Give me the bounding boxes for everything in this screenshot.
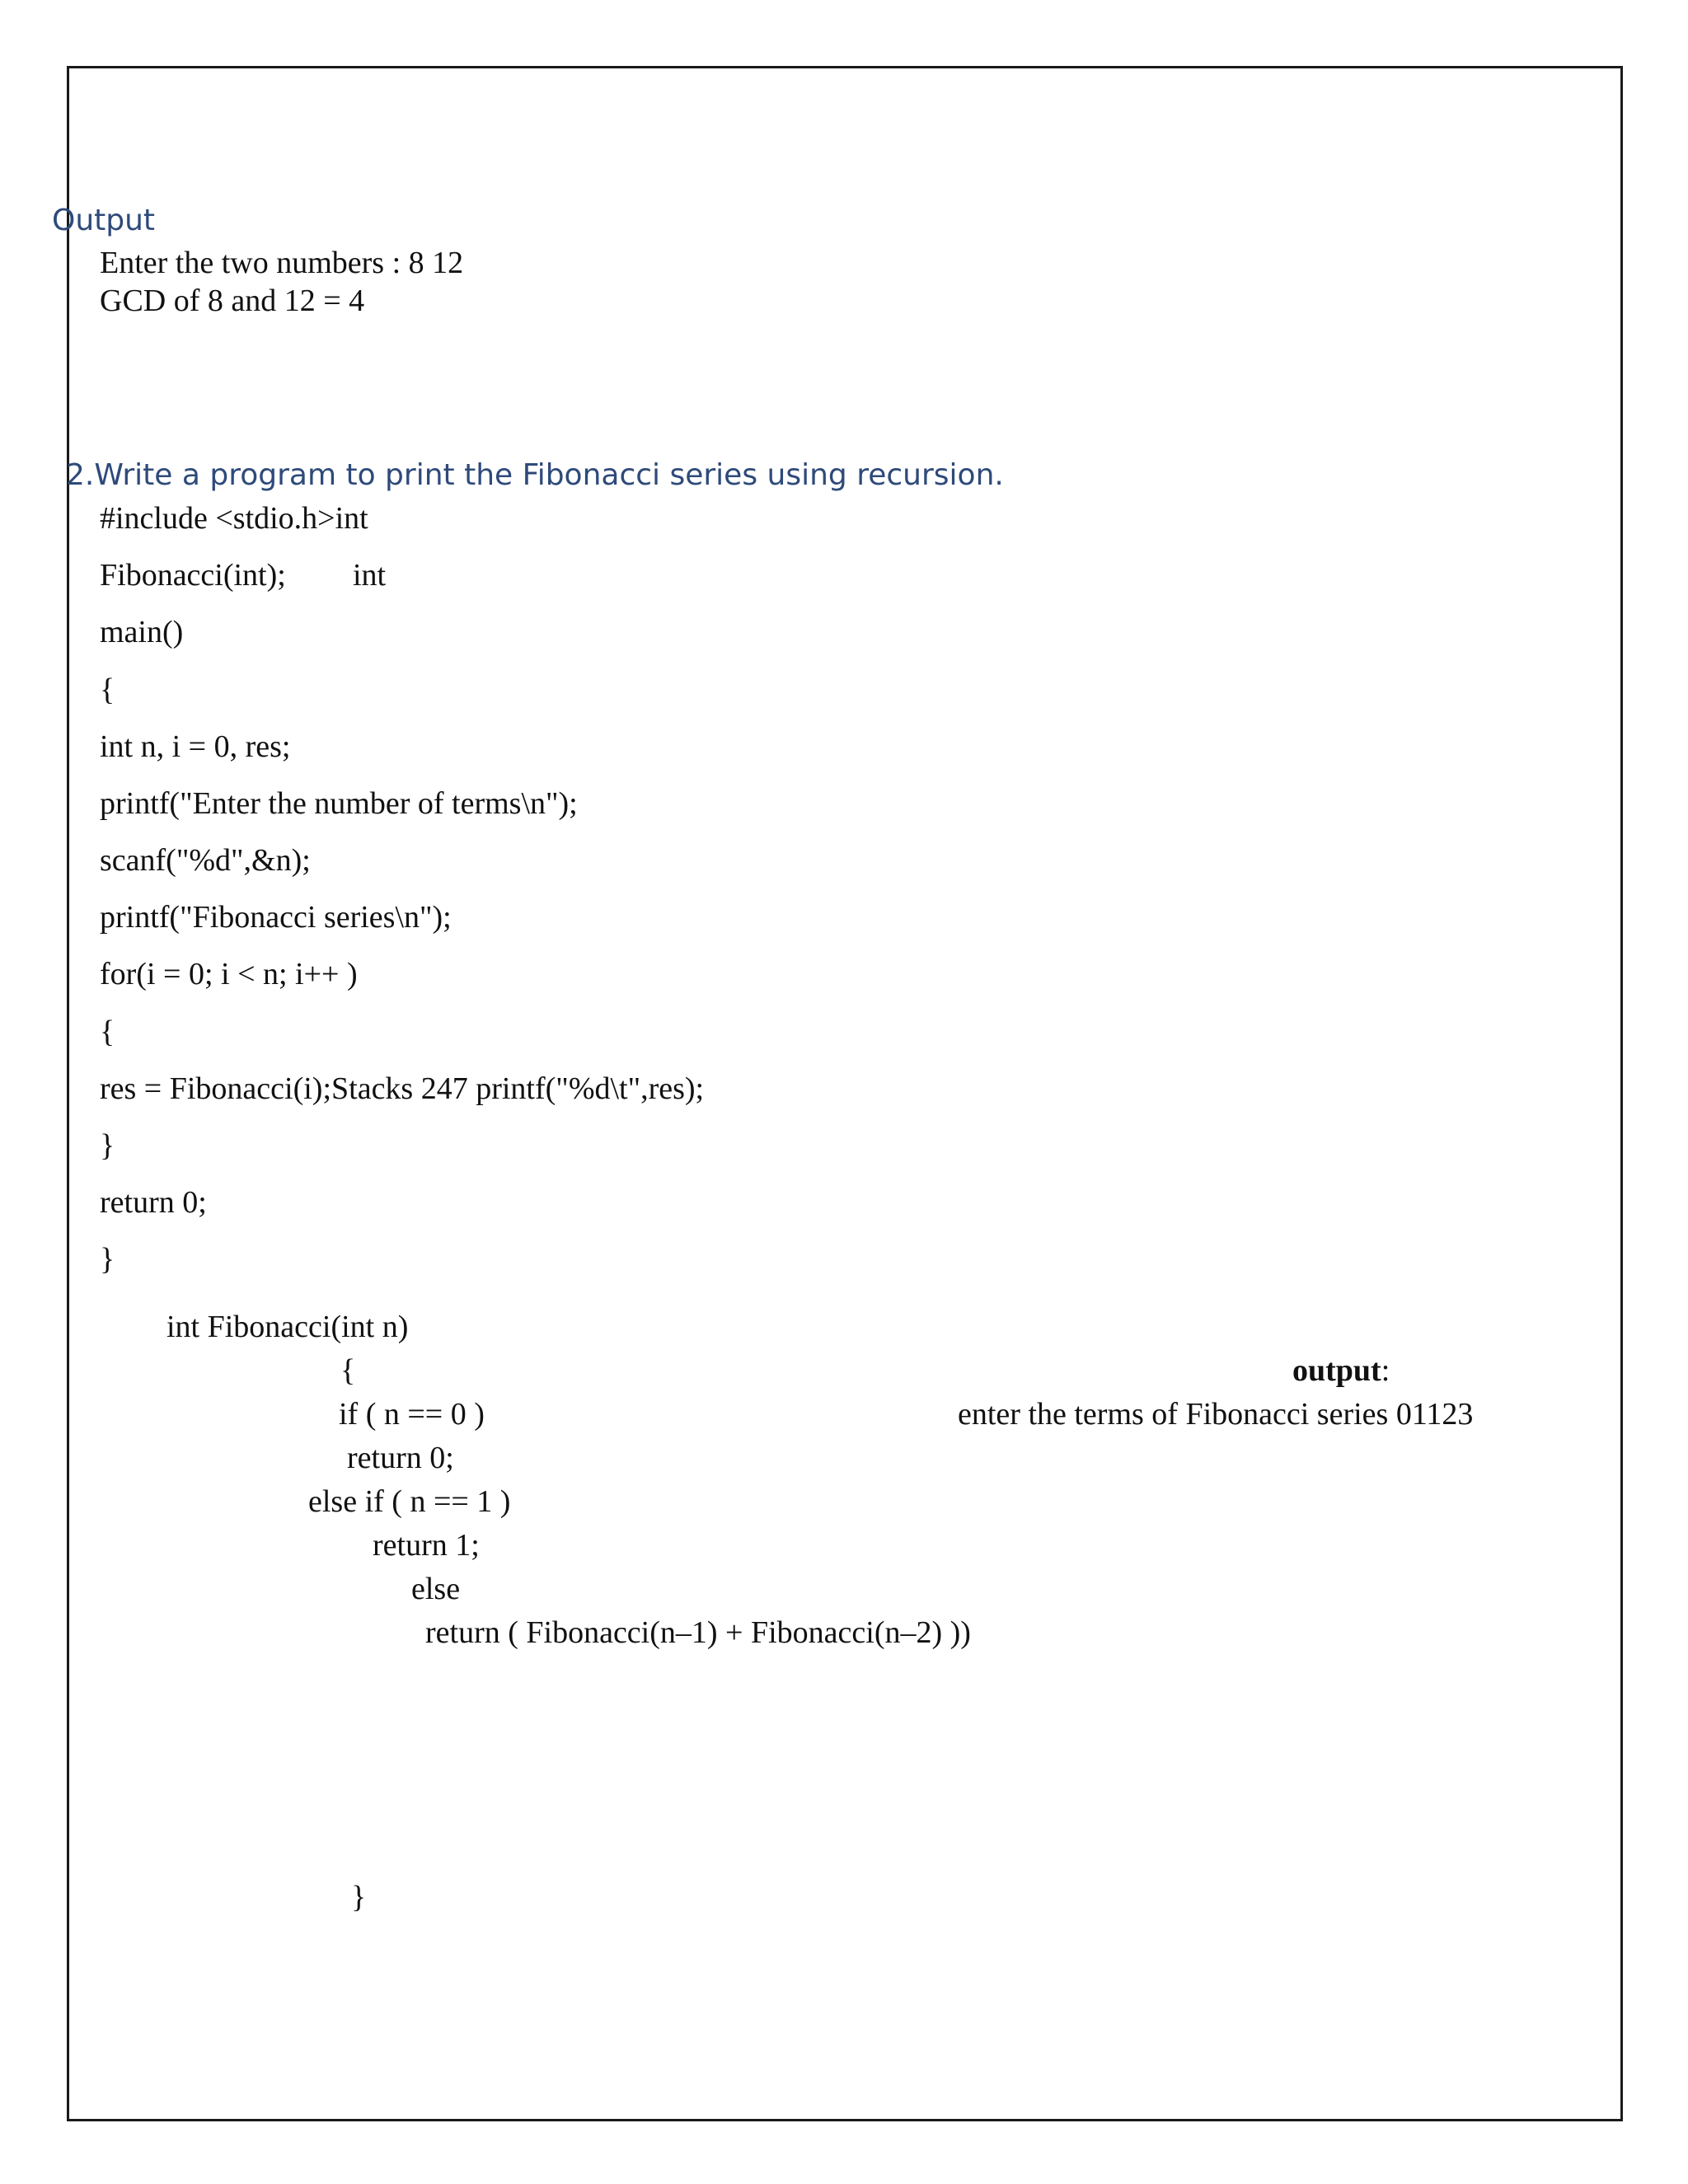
code-line-include: #include <stdio.h>int [100, 501, 368, 536]
output-heading: Output [52, 204, 156, 237]
code-line-res: res = Fibonacci(i);Stacks 247 printf("%d\t",res); [100, 1071, 705, 1106]
fib-line-return0: return 0; [347, 1441, 454, 1475]
code-line-for-close: } [100, 1128, 115, 1163]
fib-line-return1: return 1; [373, 1528, 480, 1563]
fib-line-elseif: else if ( n == 1 ) [308, 1484, 511, 1519]
fib-line-else: else [411, 1572, 461, 1606]
fib-output-label-text: output [1292, 1353, 1381, 1388]
code-line-return: return 0; [100, 1185, 207, 1220]
question-number: 2. [66, 458, 95, 492]
fib-line-close: } [351, 1880, 367, 1915]
code-line-scanf: scanf("%d",&n); [100, 843, 311, 878]
code-line-main-close: } [100, 1242, 115, 1277]
code-line-declare: int n, i = 0, res; [100, 729, 291, 764]
question-text: Write a program to print the Fibonacci series using recursion. [94, 458, 1004, 492]
fib-output-text: enter the terms of Fibonacci series 01123 [958, 1397, 1474, 1432]
fib-line-return-rec: return ( Fibonacci(n–1) + Fibonacci(n–2) )) [425, 1615, 971, 1650]
fib-line-signature: int Fibonacci(int n) [166, 1310, 409, 1344]
question-heading [66, 458, 1004, 492]
fib-line-open: { [340, 1353, 356, 1388]
code-line-for-open: { [100, 1015, 115, 1049]
code-line-int: int [353, 558, 387, 593]
code-line-printf-prompt: printf("Enter the number of terms\n"); [100, 786, 578, 821]
code-line-printf-series: printf("Fibonacci series\n"); [100, 900, 452, 935]
code-line-for: for(i = 0; i < n; i++ ) [100, 957, 358, 991]
code-line-open-brace: { [100, 673, 115, 707]
output-line-1: Enter the two numbers : 8 12 [100, 246, 464, 280]
fib-line-if: if ( n == 0 ) [339, 1397, 485, 1432]
code-line-prototype: Fibonacci(int); [100, 558, 286, 593]
fib-output-colon: : [1381, 1353, 1390, 1388]
fib-output-label [1292, 1355, 1390, 1386]
output-line-2: GCD of 8 and 12 = 4 [100, 284, 365, 318]
code-line-main: main() [100, 615, 184, 649]
